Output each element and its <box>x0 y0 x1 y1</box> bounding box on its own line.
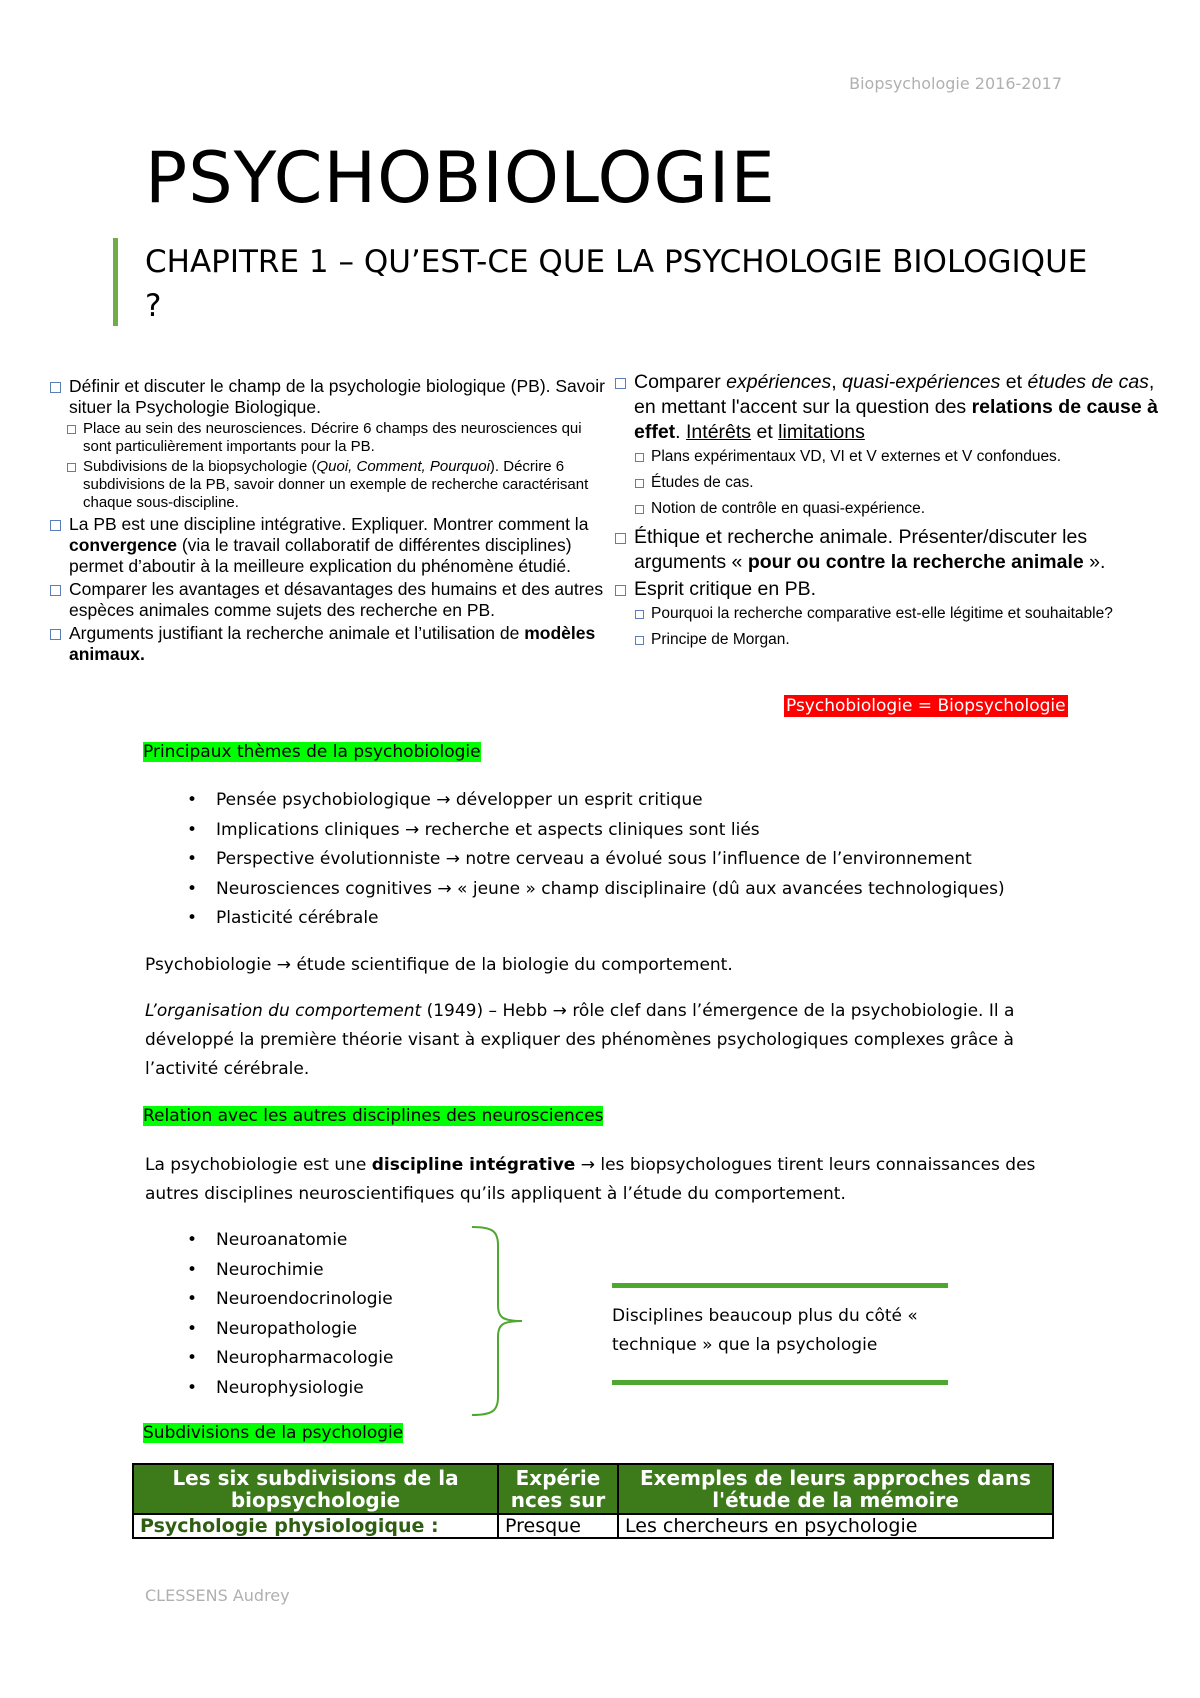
objective-item: Arguments justifiant la recherche animale et l’utilisation de modèles animaux. <box>50 623 610 665</box>
table-header-cell: Les six subdivisions de la biopsychologie <box>133 1464 498 1514</box>
objective-item: Esprit critique en PB. <box>615 577 1175 602</box>
objective-subitem: Études de cas. <box>635 473 1175 493</box>
themes-list <box>180 786 1005 934</box>
list-item: • Neuropharmacologie <box>180 1344 393 1374</box>
objective-item: Définir et discuter le champ de la psychologie biologique (PB). Savoir situer la Psychologie Biologique. <box>50 376 610 418</box>
objective-subitem: Notion de contrôle en quasi-expérience. <box>635 499 1175 519</box>
objective-subitem: Pourquoi la recherche comparative est-elle légitime et souhaitable? <box>635 604 1175 624</box>
objective-item: Comparer expériences, quasi-expériences et études de cas, en mettant l'accent sur la question des relations de cause à effet. Intérêts et limitations <box>615 370 1175 445</box>
list-item: • Neuroendocrinologie <box>180 1285 393 1315</box>
list-item: • Neuroanatomie <box>180 1226 393 1256</box>
subtitle-accent-bar <box>113 238 118 326</box>
running-header: Biopsychologie 2016-2017 <box>849 74 1062 93</box>
objective-subitem: Plans expérimentaux VD, VI et V externes et V confondues. <box>635 447 1175 467</box>
checkbox-square-icon <box>50 629 61 640</box>
list-item: • Neuropathologie <box>180 1315 393 1345</box>
table-header-cell: Exemples de leurs approches dans l'étude de la mémoire <box>618 1464 1053 1514</box>
list-item: • Neurophysiologie <box>180 1374 393 1404</box>
integrative-paragraph: La psychobiologie est une discipline intégrative → les biopsychologues tirent leurs connaissances des autres disciplines neuroscientifiques qu’ils appliquent à l’étude du comportement. <box>145 1155 1036 1204</box>
table-header-cell: Expérie nces sur <box>498 1464 618 1514</box>
list-item: • Implications cliniques → recherche et aspects cliniques sont liés <box>180 816 1005 846</box>
objectives-left <box>50 376 610 667</box>
right-brace-icon <box>470 1225 530 1417</box>
checkbox-square-icon <box>615 585 626 596</box>
note-bottom-rule <box>612 1380 948 1385</box>
page-footer-author: CLESSENS Audrey <box>145 1586 290 1605</box>
section-heading-relation: Relation avec les autres disciplines des neurosciences <box>143 1106 604 1126</box>
checkbox-square-icon <box>635 610 644 619</box>
definition-paragraph: Psychobiologie → étude scientifique de la biologie du comportement. <box>145 955 733 975</box>
subdivisions-table <box>132 1463 1054 1539</box>
table-header-row <box>133 1464 1053 1514</box>
chapter-title: CHAPITRE 1 – QU’EST-CE QUE LA PSYCHOLOGIE BIOLOGIQUE ? <box>145 244 1088 324</box>
page-title: PSYCHOBIOLOGIE <box>145 137 776 219</box>
objective-item: La PB est une discipline intégrative. Expliquer. Montrer comment la convergence (via le travail collaboratif de différentes disciplines) permet d’aboutir à la meilleure explication du phénomène étudié. <box>50 514 610 577</box>
section-heading-themes: Principaux thèmes de la psychobiologie <box>143 742 481 762</box>
checkbox-square-icon <box>50 585 61 596</box>
objective-item: Éthique et recherche animale. Présenter/discuter les arguments « pour ou contre la recherche animale ». <box>615 525 1175 575</box>
objective-subitem: Place au sein des neurosciences. Décrire 6 champs des neurosciences qui sont particulièrement importants pour la PB. <box>67 420 610 456</box>
list-item: • Plasticité cérébrale <box>180 904 1005 934</box>
checkbox-square-icon <box>67 425 76 434</box>
list-item: • Neurosciences cognitives → « jeune » champ disciplinaire (dû aux avancées technologiques) <box>180 875 1005 905</box>
table-row <box>133 1514 1053 1538</box>
disciplines-list <box>180 1226 393 1403</box>
equivalence-tag: Psychobiologie = Biopsychologie <box>786 696 1066 716</box>
checkbox-square-icon <box>50 520 61 531</box>
objective-subitem: Subdivisions de la biopsychologie (Quoi, Comment, Pourquoi). Décrire 6 subdivisions de la PB, savoir donner un exemple de recherche caractérisant chaque sous-discipline. <box>67 458 610 512</box>
checkbox-square-icon <box>635 636 644 645</box>
note-top-rule <box>612 1283 948 1288</box>
objective-item: Comparer les avantages et désavantages des humains et des autres espèces animales comme sujets des recherche en PB. <box>50 579 610 621</box>
list-item: • Neurochimie <box>180 1256 393 1286</box>
list-item: • Pensée psychobiologique → développer un esprit critique <box>180 786 1005 816</box>
table-cell: Les chercheurs en psychologie <box>618 1514 1053 1538</box>
checkbox-square-icon <box>635 479 644 488</box>
table-cell: Presque <box>498 1514 618 1538</box>
disciplines-note: Disciplines beaucoup plus du côté « technique » que la psychologie <box>612 1306 918 1355</box>
hebb-paragraph: L’organisation du comportement (1949) – Hebb → rôle clef dans l’émergence de la psychobiologie. Il a développé la première théorie visant à expliquer des phénomènes psychologiques complexes grâce à l’activité cérébrale. <box>145 1001 1015 1079</box>
section-heading-subdivisions: Subdivisions de la psychologie <box>143 1423 404 1443</box>
checkbox-square-icon <box>635 505 644 514</box>
objective-subitem: Principe de Morgan. <box>635 630 1175 650</box>
checkbox-square-icon <box>50 382 61 393</box>
table-cell: Psychologie physiologique : <box>133 1514 498 1538</box>
objectives-right <box>615 370 1175 656</box>
list-item: • Perspective évolutionniste → notre cerveau a évolué sous l’influence de l’environnement <box>180 845 1005 875</box>
checkbox-square-icon <box>615 533 626 544</box>
checkbox-square-icon <box>615 378 626 389</box>
checkbox-square-icon <box>635 453 644 462</box>
checkbox-square-icon <box>67 463 76 472</box>
